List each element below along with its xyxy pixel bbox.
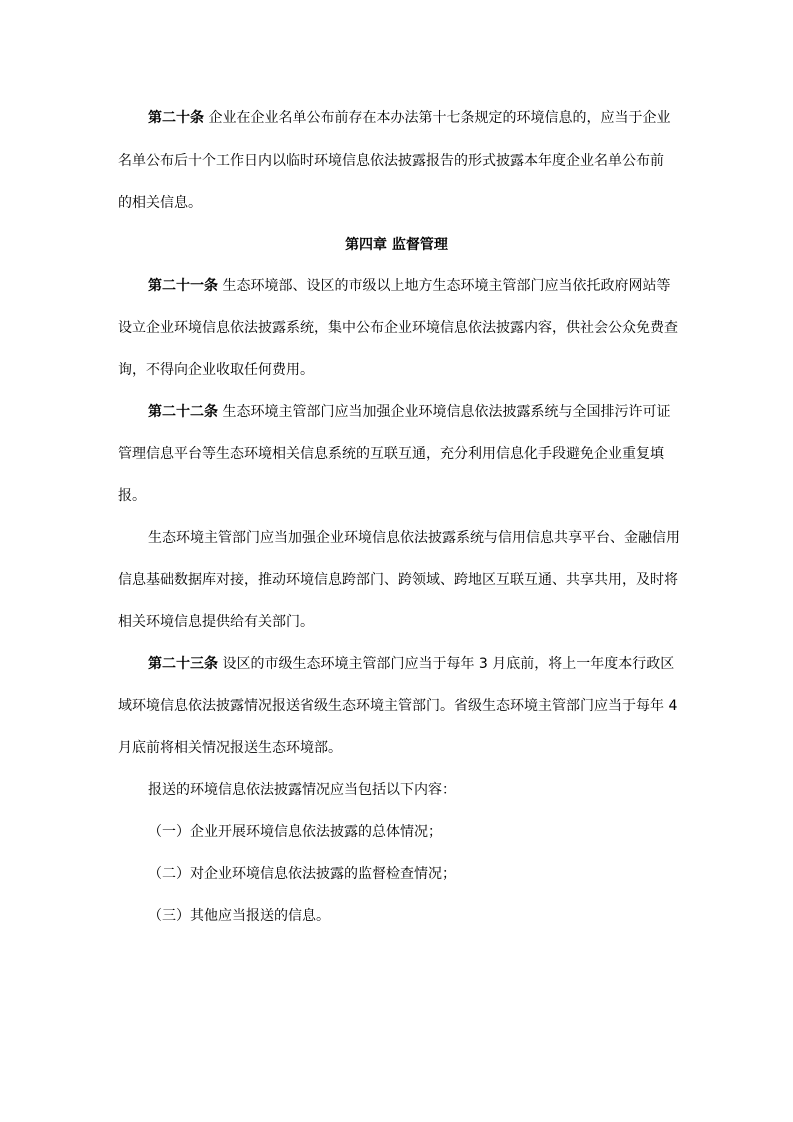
list-item: （三）其他应当报送的信息。 [148, 908, 330, 924]
article-21-line-3: 询，不得向企业收取任何费用。 [118, 362, 314, 378]
article-22-line-1 [148, 402, 718, 422]
article-20-line-1 [148, 108, 718, 128]
chapter-heading: 第四章 监督管理 [345, 237, 448, 253]
article-20-line-3: 的相关信息。 [118, 195, 202, 211]
article-21-text: 生态环境部、设区的市级以上地方生态环境主管部门应当依托政府网站等 [222, 278, 671, 294]
article-22-line-3: 报。 [118, 488, 146, 504]
article-23-line-1 [148, 654, 718, 674]
list-item: （二）对企业环境信息依法披露的监督检查情况； [148, 866, 456, 882]
list-item: （一）企业开展环境信息依法披露的总体情况； [148, 824, 442, 840]
article-21-line-1 [148, 276, 718, 296]
article-23-para2: 报送的环境信息依法披露情况应当包括以下内容： [148, 782, 456, 798]
article-20-text: 企业在企业名单公布前存在本办法第十七条规定的环境信息的，应当于企业 [208, 110, 671, 126]
article-22-para2-line-1: 生态环境主管部门应当加强企业环境信息依法披露系统与信用信息共享平台、金融信用 [148, 530, 680, 546]
article-22-label: 第二十二条 [148, 404, 218, 420]
article-22-para2-line-2: 信息基础数据库对接，推动环境信息跨部门、跨领域、跨地区互联互通、共享共用，及时将 [118, 572, 678, 588]
article-23-line-2: 域环境信息依法披露情况报送省级生态环境主管部门。省级生态环境主管部门应当于每年 4 [118, 698, 678, 714]
article-21-line-2: 设立企业环境信息依法披露系统，集中公布企业环境信息依法披露内容，供社会公众免费查 [118, 320, 678, 336]
article-21-label: 第二十一条 [148, 278, 218, 294]
article-22-para2-line-3: 相关环境信息提供给有关部门。 [118, 614, 314, 630]
article-23-line-3: 月底前将相关情况报送生态环境部。 [118, 740, 342, 756]
article-22-line-2: 管理信息平台等生态环境相关信息系统的互联互通，充分利用信息化手段避免企业重复填 [118, 446, 664, 462]
article-22-text: 生态环境主管部门应当加强企业环境信息依法披露系统与全国排污许可证 [222, 404, 671, 420]
article-23-text: 设区的市级生态环境主管部门应当于每年 3 月底前，将上一年度本行政区 [222, 656, 675, 672]
article-20-label: 第二十条 [148, 110, 204, 126]
article-20-line-2: 名单公布后十个工作日内以临时环境信息依法披露报告的形式披露本年度企业名单公布前 [118, 153, 664, 169]
article-23-label: 第二十三条 [148, 656, 218, 672]
